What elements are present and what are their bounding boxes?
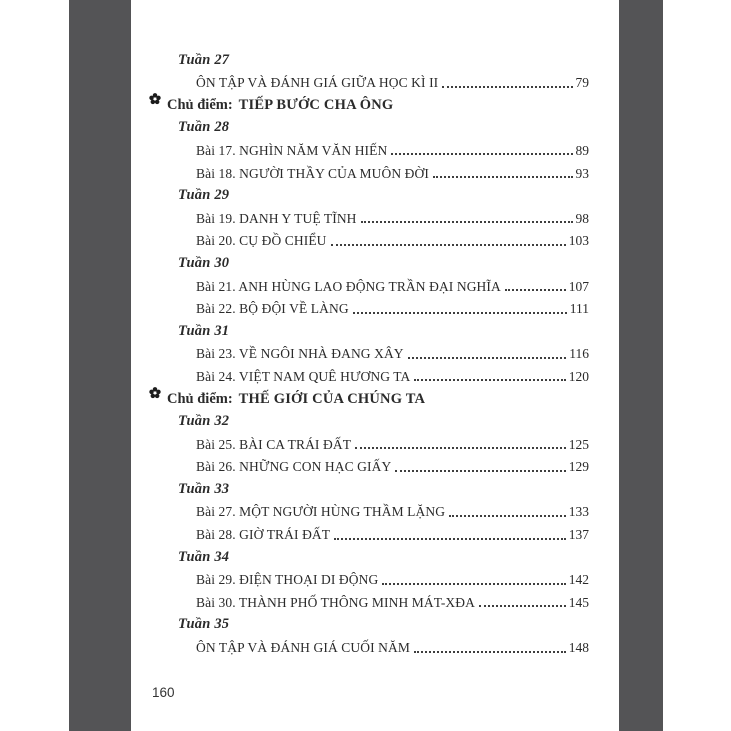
toc-entry [149, 295, 589, 318]
toc-week-heading [149, 408, 589, 431]
toc-entry [149, 566, 589, 589]
toc-week-heading [149, 182, 589, 205]
toc-entry [149, 588, 589, 611]
entry-page-number: 93 [575, 165, 589, 181]
entry-title: Bài 28. GIỜ TRÁI ĐẤT [196, 527, 331, 543]
theme-prefix: Chủ điểm: [167, 390, 233, 407]
entry-page-number: 103 [568, 233, 589, 249]
entry-title: Bài 29. ĐIỆN THOẠI DI ĐỘNG [196, 572, 379, 588]
entry-page-number: 129 [568, 459, 589, 475]
toc-week-heading [149, 543, 589, 566]
dot-leader [391, 153, 572, 155]
toc-entry [149, 520, 589, 543]
toc-week-heading [149, 475, 589, 498]
entry-page-number: 116 [569, 346, 589, 362]
week-label: Tuần 31 [178, 322, 230, 339]
entry-title: Bài 25. BÀI CA TRÁI ĐẤT [196, 436, 352, 452]
dot-leader [433, 176, 573, 178]
dot-leader [408, 357, 567, 359]
dot-leader [442, 86, 572, 88]
toc-week-heading [149, 317, 589, 340]
dot-leader [334, 538, 566, 540]
entry-title: Bài 21. ANH HÙNG LAO ĐỘNG TRẦN ĐẠI NGHĨA [196, 278, 501, 294]
week-label: Tuần 30 [178, 254, 230, 271]
toc-entry [149, 362, 589, 385]
toc-entry [149, 340, 589, 363]
week-label: Tuần 32 [178, 413, 230, 430]
toc-entry [149, 227, 589, 250]
toc-entry [149, 159, 589, 182]
toc-theme-heading [149, 385, 589, 408]
week-label: Tuần 34 [178, 548, 230, 565]
toc-entry [149, 498, 589, 521]
dot-leader [505, 289, 566, 291]
entry-page-number: 107 [568, 278, 589, 294]
entry-title: Bài 20. CỤ ĐỒ CHIỂU [196, 233, 327, 249]
photo-background-left [69, 0, 131, 731]
entry-page-number: 145 [568, 594, 589, 610]
entry-title: Bài 26. NHỮNG CON HẠC GIẤY [196, 459, 392, 475]
entry-title: Bài 23. VỀ NGÔI NHÀ ĐANG XÂY [196, 346, 404, 362]
toc-entry [149, 430, 589, 453]
flower-icon [149, 93, 161, 110]
entry-page-number: 133 [568, 504, 589, 520]
entry-page-number: 120 [568, 368, 589, 384]
entry-title: ÔN TẬP VÀ ĐÁNH GIÁ GIỮA HỌC KÌ II [196, 75, 439, 91]
dot-leader [353, 312, 567, 314]
dot-leader [355, 447, 566, 449]
toc-week-heading [149, 46, 589, 69]
week-label: Tuần 33 [178, 480, 230, 497]
entry-title: Bài 27. MỘT NGƯỜI HÙNG THẦM LẶNG [196, 504, 446, 520]
dot-leader [331, 244, 566, 246]
toc-entry [149, 136, 589, 159]
dot-leader [395, 470, 565, 472]
entry-title: Bài 24. VIỆT NAM QUÊ HƯƠNG TA [196, 368, 411, 384]
entry-page-number: 79 [575, 75, 589, 91]
dot-leader [449, 515, 566, 517]
toc-entry [149, 453, 589, 476]
entry-title: Bài 17. NGHÌN NĂM VĂN HIẾN [196, 142, 388, 158]
theme-title: THẾ GIỚI CỦA CHÚNG TA [238, 390, 426, 407]
entry-page-number: 111 [569, 301, 589, 317]
theme-prefix: Chủ điểm: [167, 96, 233, 113]
toc-entry [149, 272, 589, 295]
dot-leader [382, 583, 565, 585]
page-number: 160 [152, 685, 175, 700]
entry-page-number: 89 [575, 142, 589, 158]
week-label: Tuần 29 [178, 187, 230, 204]
entry-page-number: 137 [568, 527, 589, 543]
dot-leader [414, 379, 565, 381]
dot-leader [479, 605, 566, 607]
entry-page-number: 125 [568, 436, 589, 452]
dot-leader [361, 221, 573, 223]
entry-title: Bài 22. BỘ ĐỘI VỀ LÀNG [196, 301, 349, 317]
toc-entry [149, 204, 589, 227]
week-label: Tuần 35 [178, 616, 230, 633]
toc-theme-heading [149, 91, 589, 114]
entry-page-number: 148 [568, 640, 589, 656]
entry-title: ÔN TẬP VÀ ĐÁNH GIÁ CUỐI NĂM [196, 640, 410, 656]
table-of-contents [131, 0, 619, 656]
book-page [131, 0, 619, 731]
theme-title: TIẾP BƯỚC CHA ÔNG [238, 96, 394, 113]
week-label: Tuần 28 [178, 119, 230, 136]
toc-entry [149, 69, 589, 92]
toc-week-heading [149, 249, 589, 272]
flower-icon [149, 387, 161, 404]
dot-leader [414, 651, 566, 653]
toc-week-heading [149, 611, 589, 634]
entry-page-number: 98 [575, 210, 589, 226]
entry-title: Bài 19. DANH Y TUỆ TĨNH [196, 210, 357, 226]
week-label: Tuần 27 [178, 51, 230, 68]
entry-title: Bài 30. THÀNH PHỐ THÔNG MINH MÁT-XĐA [196, 594, 475, 610]
entry-title: Bài 18. NGƯỜI THẦY CỦA MUÔN ĐỜI [196, 165, 429, 181]
entry-page-number: 142 [568, 572, 589, 588]
toc-entry [149, 633, 589, 656]
toc-week-heading [149, 114, 589, 137]
photo-background-right [619, 0, 663, 731]
